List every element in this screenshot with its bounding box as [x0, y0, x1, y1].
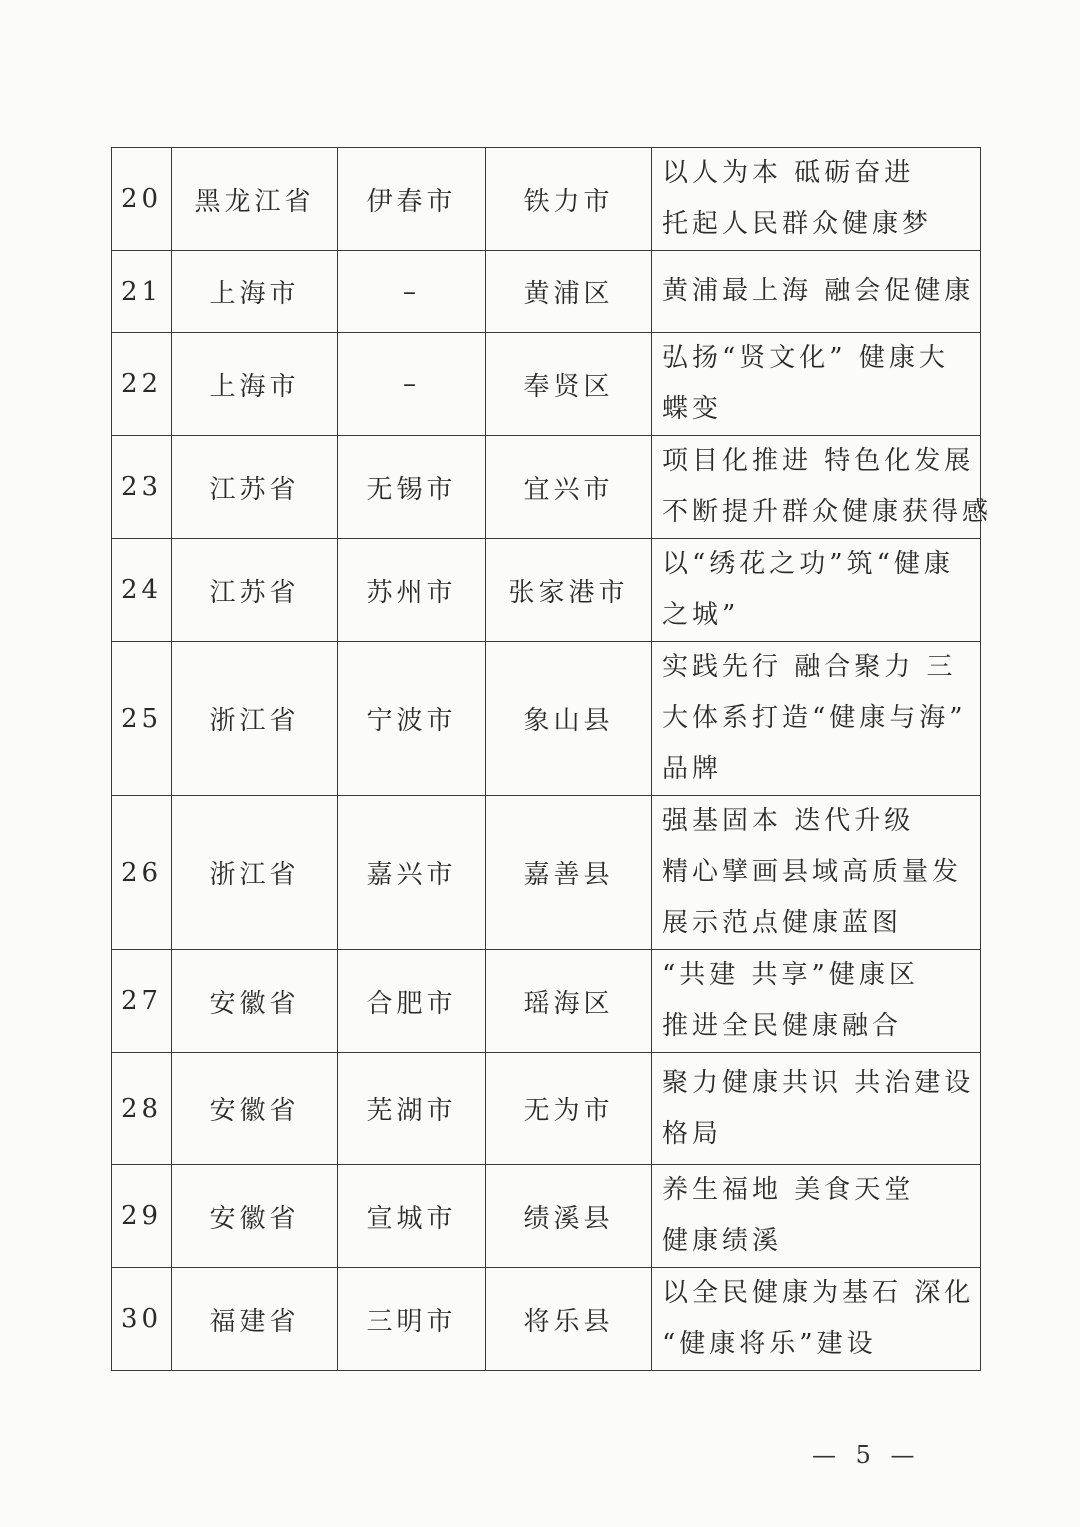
- province-cell: 安徽省: [172, 1053, 338, 1165]
- theme-line: 以全民健康为基石 深化: [662, 1278, 975, 1308]
- theme-line: 实践先行 融合聚力 三: [662, 652, 957, 682]
- table-row: [112, 1165, 981, 1268]
- city-cell: –: [338, 251, 486, 333]
- theme-line: 品牌: [662, 754, 723, 784]
- city-cell: 芜湖市: [338, 1053, 486, 1165]
- theme-line: 健康绩溪: [662, 1226, 783, 1256]
- city-cell: 伊春市: [338, 148, 486, 251]
- county-cell: 黄浦区: [486, 251, 652, 333]
- province-cell: 福建省: [172, 1268, 338, 1371]
- city-cell: 苏州市: [338, 539, 486, 642]
- table-row: [112, 796, 981, 950]
- county-cell: 绩溪县: [486, 1165, 652, 1268]
- table-row: [112, 436, 981, 539]
- county-cell: 嘉善县: [486, 796, 652, 950]
- city-cell: 无锡市: [338, 436, 486, 539]
- theme-line: 养生福地 美食天堂: [662, 1175, 915, 1205]
- row-number-cell: 28: [112, 1053, 172, 1165]
- county-cell: 宜兴市: [486, 436, 652, 539]
- row-number-cell: 21: [112, 251, 172, 333]
- theme-line: 托起人民群众健康梦: [662, 209, 933, 239]
- theme-line: 大体系打造“健康与海”: [662, 703, 967, 733]
- table-body: [112, 148, 993, 1371]
- theme-line: 聚力健康共识 共治建设: [662, 1067, 975, 1098]
- theme-line: 蝶变: [662, 394, 723, 424]
- city-cell: 宁波市: [338, 642, 486, 796]
- province-cell: 安徽省: [172, 1165, 338, 1268]
- table-row: [112, 148, 981, 251]
- province-cell: 江苏省: [172, 539, 338, 642]
- theme-line: 精心擘画县域高质量发: [662, 857, 963, 887]
- row-number-cell: 26: [112, 796, 172, 950]
- city-cell: 嘉兴市: [338, 796, 486, 950]
- county-cell: 奉贤区: [486, 333, 652, 436]
- province-cell: 黑龙江省: [172, 148, 338, 251]
- row-number-cell: 30: [112, 1268, 172, 1371]
- row-number-cell: 22: [112, 333, 172, 436]
- row-number-cell: 24: [112, 539, 172, 642]
- table-row: [112, 251, 981, 333]
- theme-cell: [652, 796, 981, 950]
- city-cell: –: [338, 333, 486, 436]
- table-row: [112, 642, 981, 796]
- province-cell: 安徽省: [172, 950, 338, 1053]
- page-number: — 5 —: [812, 1441, 921, 1469]
- theme-line: 以“绣花之功”筑“健康: [662, 549, 954, 579]
- city-cell: 合肥市: [338, 950, 486, 1053]
- county-cell: 铁力市: [486, 148, 652, 251]
- theme-line: “共建 共享”健康区: [662, 960, 919, 990]
- row-number-cell: 25: [112, 642, 172, 796]
- theme-cell: [652, 1165, 981, 1268]
- table-row: [112, 950, 981, 1053]
- theme-line: 弘扬“贤文化” 健康大: [662, 343, 949, 373]
- table-row: [112, 1268, 981, 1371]
- province-cell: 上海市: [172, 333, 338, 436]
- theme-cell: [652, 539, 981, 642]
- theme-cell: [652, 333, 981, 436]
- theme-cell: [652, 436, 993, 539]
- theme-line: “健康将乐”建设: [662, 1329, 877, 1359]
- city-list-table: [111, 147, 993, 1371]
- theme-line: 强基固本 迭代升级: [662, 806, 915, 836]
- theme-cell: [652, 148, 981, 251]
- theme-line: 格局: [662, 1118, 723, 1149]
- province-cell: 上海市: [172, 251, 338, 333]
- theme-cell: [652, 1053, 981, 1165]
- county-cell: 无为市: [486, 1053, 652, 1165]
- county-cell: 象山县: [486, 642, 652, 796]
- province-cell: 浙江省: [172, 642, 338, 796]
- city-cell: 宣城市: [338, 1165, 486, 1268]
- county-cell: 瑶海区: [486, 950, 652, 1053]
- theme-line: 推进全民健康融合: [662, 1011, 903, 1041]
- table-row: [112, 1053, 981, 1165]
- theme-cell: [652, 1268, 981, 1371]
- theme-cell: [652, 950, 981, 1053]
- county-cell: 将乐县: [486, 1268, 652, 1371]
- theme-line: 展示范点健康蓝图: [662, 908, 903, 938]
- theme-cell: [652, 642, 981, 796]
- theme-line: 项目化推进 特色化发展: [662, 446, 975, 476]
- row-number-cell: 20: [112, 148, 172, 251]
- theme-line: 之城”: [662, 600, 740, 630]
- county-cell: 张家港市: [486, 539, 652, 642]
- row-number-cell: 29: [112, 1165, 172, 1268]
- theme-line: 以人为本 砥砺奋进: [662, 158, 915, 188]
- city-cell: 三明市: [338, 1268, 486, 1371]
- row-number-cell: 23: [112, 436, 172, 539]
- row-number-cell: 27: [112, 950, 172, 1053]
- province-cell: 浙江省: [172, 796, 338, 950]
- theme-line: 黄浦最上海 融会促健康: [662, 276, 975, 306]
- theme-line: 不断提升群众健康获得感: [662, 497, 993, 527]
- theme-cell: [652, 251, 981, 333]
- table-row: [112, 539, 981, 642]
- province-cell: 江苏省: [172, 436, 338, 539]
- table-row: [112, 333, 981, 436]
